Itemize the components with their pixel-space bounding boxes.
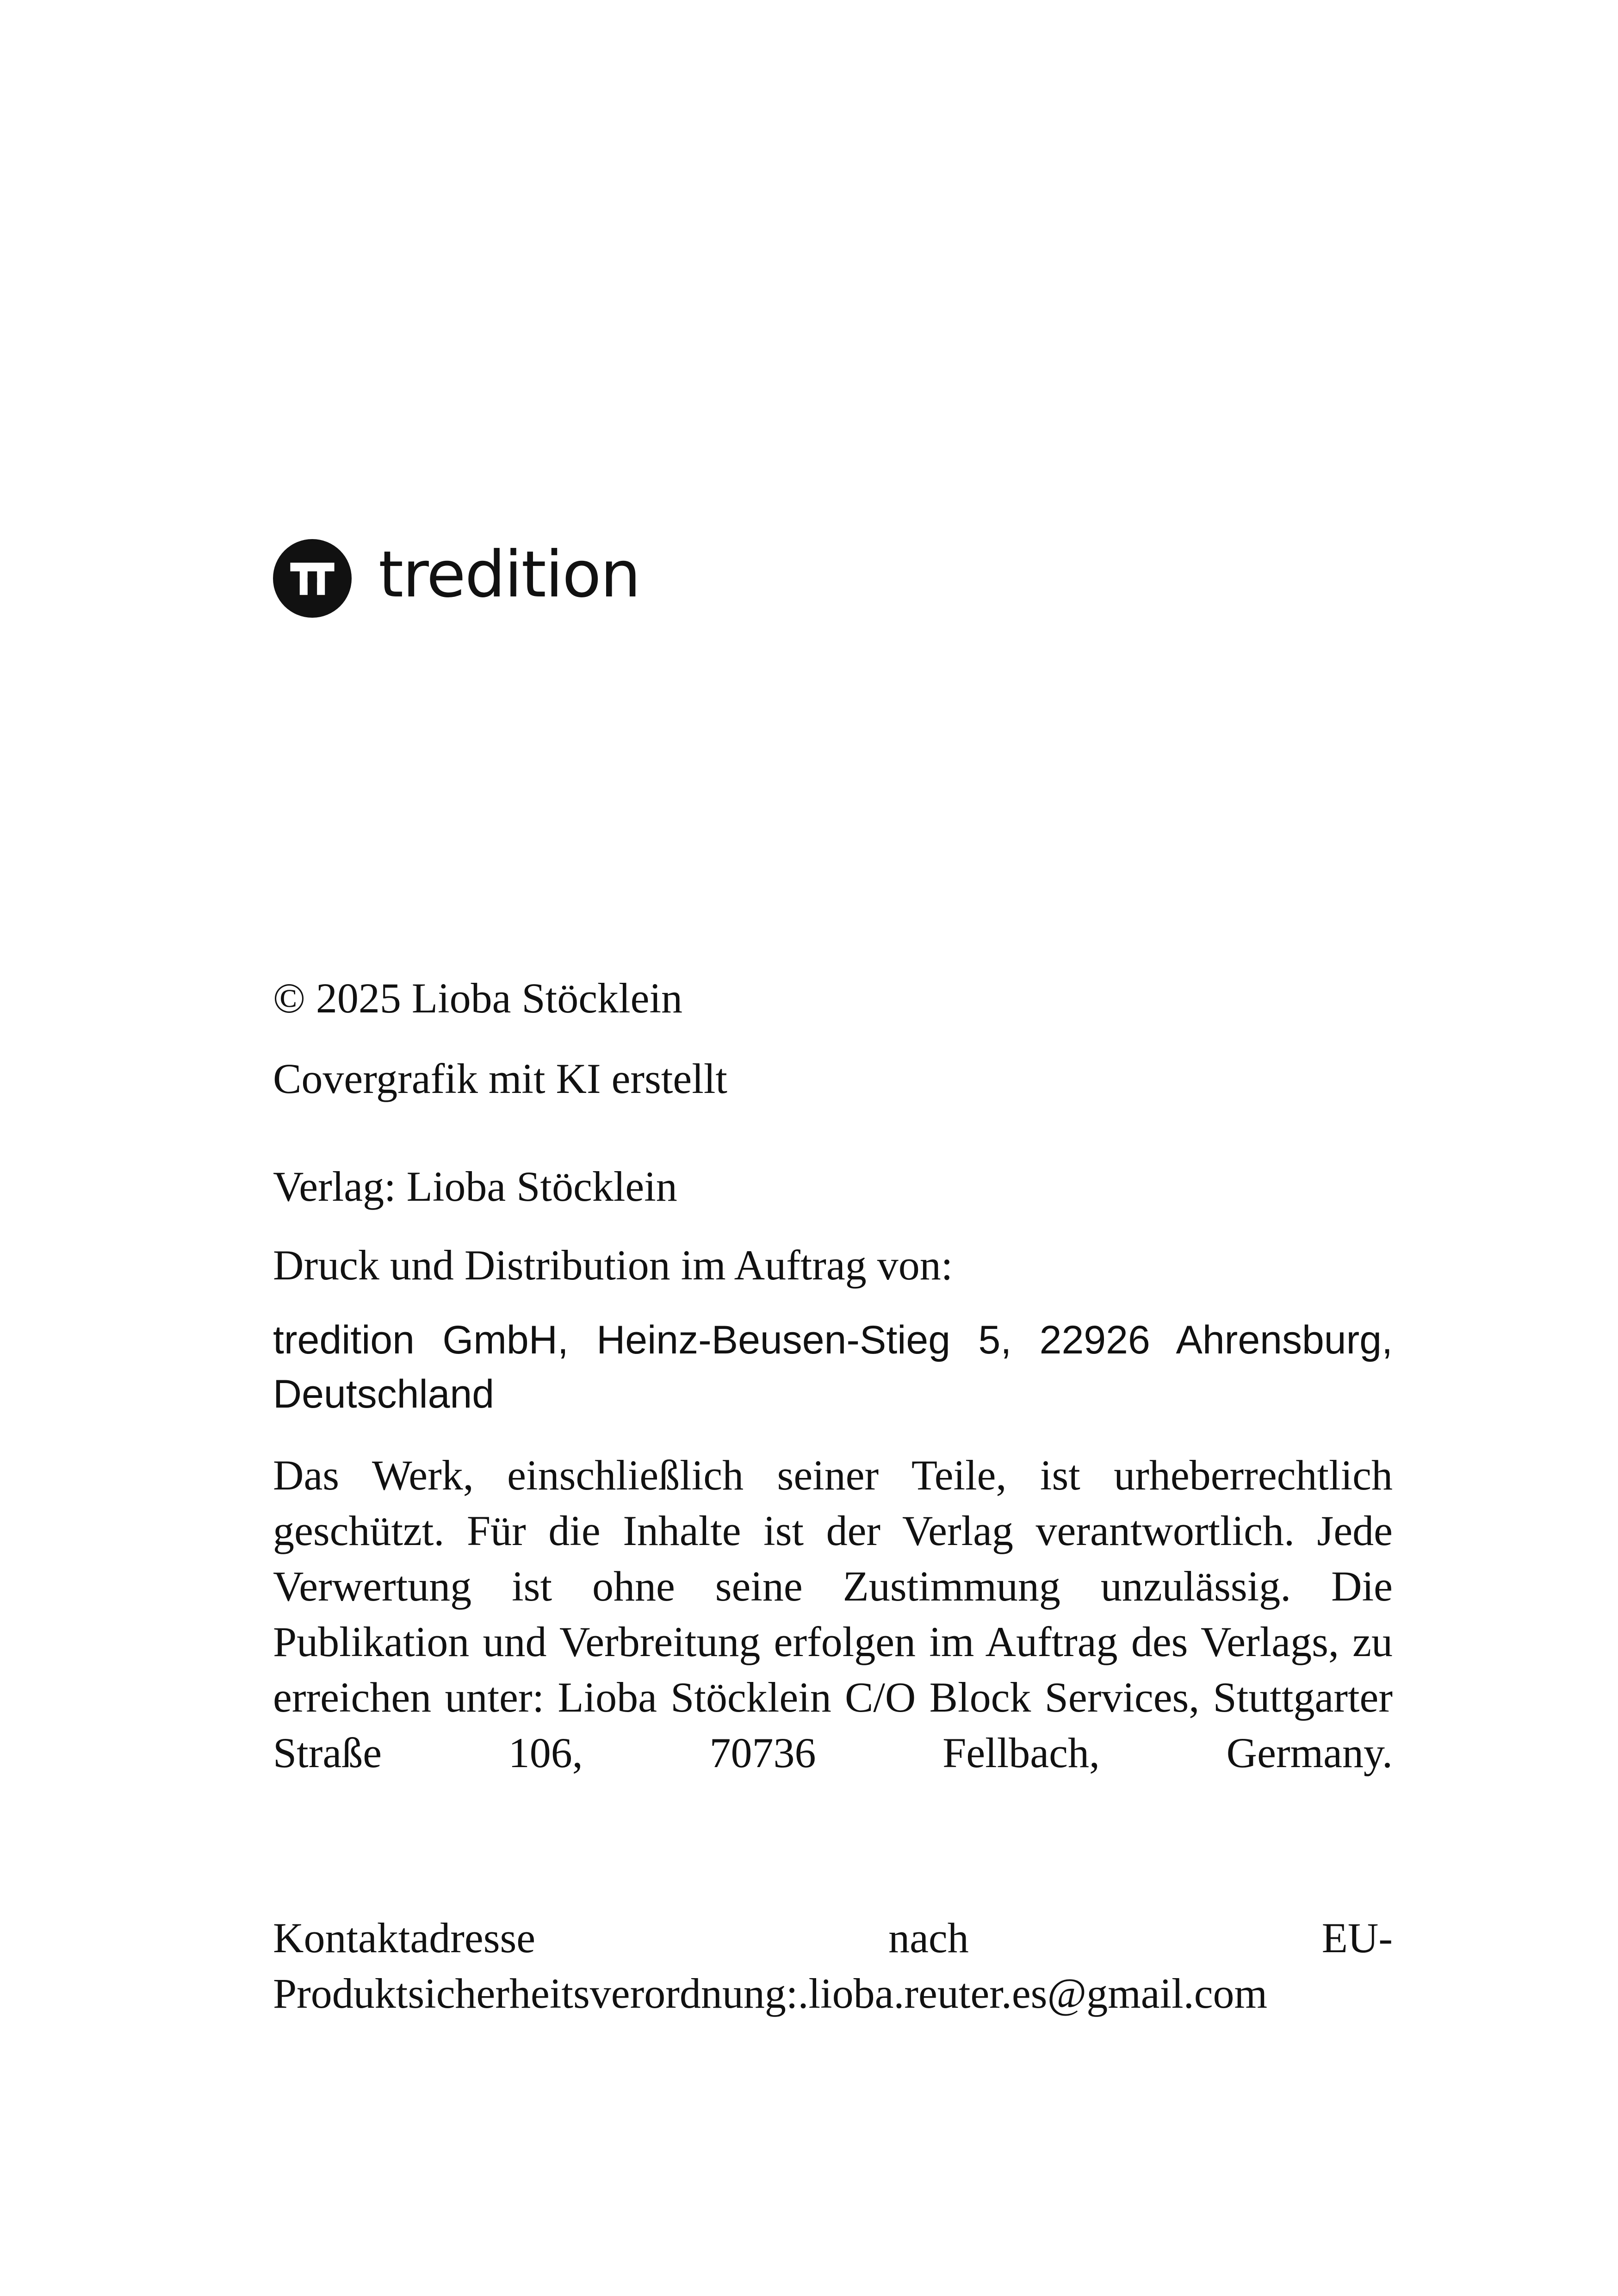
printer-address: tredition GmbH, Heinz-Beusen-Stieg 5, 22926 Ahrensburg, Deutschland	[273, 1318, 1393, 1416]
print-distribution-heading: Druck und Distribution im Auftrag von:	[273, 1241, 953, 1289]
logo-wordmark: tredition	[378, 537, 640, 612]
copyright-line: © 2025 Lioba Stöcklein	[273, 974, 683, 1022]
publisher-line: Verlag: Lioba Stöcklein	[273, 1163, 677, 1210]
cover-note: Covergrafik mit KI erstellt	[273, 1055, 727, 1102]
contact-notice: Kontaktadresse nach EU-Produktsicherheitsverordnung:.lioba.reuter.es@gmail.com	[273, 1914, 1393, 2017]
rights-notice: Das Werk, einschließlich seiner Teile, ist urheberrechtlich geschützt. Für die Inhalte ist der Verlag verantwortlich. Jede Verwertung ist ohne seine Zustimmung unzulässig. Die Publikation und Verbreitung erfolgen im Auftrag des Verlags, zu erreichen unter: Lioba Stöcklein C/O Block Services, Stuttgarter Straße 106, 70736 Fellbach, Germany.	[273, 1452, 1393, 1777]
tredition-logo-icon	[273, 539, 352, 618]
publisher-logo	[273, 537, 640, 620]
